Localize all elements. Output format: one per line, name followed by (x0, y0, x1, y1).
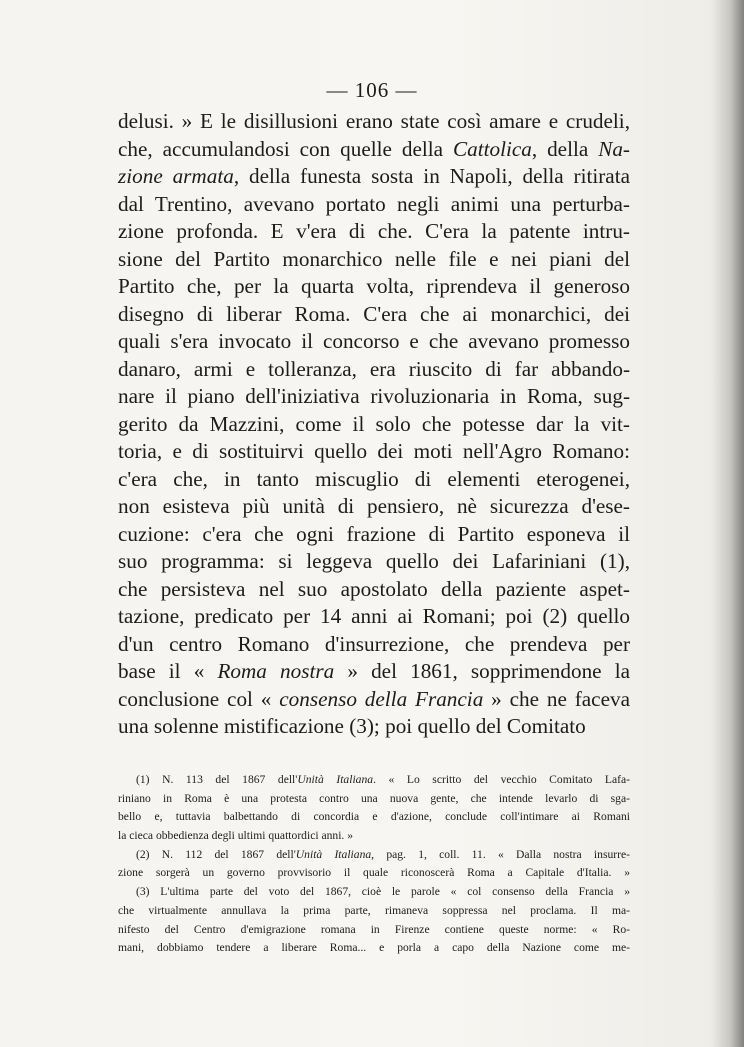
text-line: disegno di liberar Roma. C'era che ai monarchici, dei (118, 301, 630, 326)
text-line: zione armata, della funesta sosta in Napoli, della ritirata (118, 164, 630, 188)
page-number: — 106 — (326, 78, 418, 102)
text-line: sione del Partito monarchico nelle file e nei piani del (118, 246, 630, 271)
text-line: che, accumulandosi con quelle della Cattolica, della Na- (118, 136, 630, 161)
footnote-line: la cieca obbedienza degli ultimi quattordici anni. » (118, 829, 354, 843)
footnote-line: (2) N. 112 del 1867 dell'Unità Italiana, pag. 1, coll. 11. « Dalla nostra insurre- (136, 847, 630, 861)
italic-text: zione armata (118, 164, 234, 188)
text-line: quali s'era invocato il concorso e che avevano promesso (118, 329, 630, 353)
italic-text: Roma nostra (217, 659, 335, 683)
footnote-line: zione sorgerà un governo provvisorio il quale riconoscerà Roma a Capitale d'Italia. » (118, 866, 630, 880)
text-line: conclusione col « consenso della Francia » che ne faceva (118, 686, 630, 711)
text-line: dal Trentino, avevano portato negli animi una perturba- (118, 191, 630, 216)
body-text (118, 108, 630, 741)
text-line: delusi. » E le disillusioni erano state così amare e crudeli, (118, 109, 630, 133)
text-line: d'un centro Romano d'insurrezione, che prendeva per (118, 631, 630, 656)
italic-text: consenso della Francia (279, 686, 484, 711)
footnote-line: mani, dobbiamo tendere a liberare Roma... e porla a capo della Nazione come me- (118, 941, 630, 955)
footnote-line: che virtualmente annullava la prima parte, rimaneva soppressa nel proclama. Il ma- (118, 903, 630, 917)
text-line: base il « Roma nostra » del 1861, sopprimendone la (118, 659, 631, 683)
text-line: danaro, armi e tolleranza, era riuscito di far abbando- (118, 356, 630, 381)
text-line: che persisteva nel suo apostolato della paziente aspet- (118, 576, 630, 601)
page-edge-shadow (710, 0, 744, 1047)
text-line: Partito che, per la quarta volta, riprendeva il generoso (118, 274, 630, 298)
footnote-line: nifesto del Centro d'emigrazione romana in Firenze contiene queste norme: « Ro- (118, 922, 630, 936)
italic-text: Unità Italiana (295, 847, 372, 861)
footnote-line: bello e, tuttavia balbettando di concordia e d'azione, conclude coll'intimare ai Romani (118, 810, 630, 824)
text-line: suo programma: si leggeva quello dei Lafariniani (1), (118, 549, 630, 573)
text-line: zione profonda. E v'era di che. C'era la patente intru- (118, 219, 630, 243)
text-line: una solenne mistificazione (3); poi quello del Comitato (118, 714, 586, 738)
text-line: nare il piano dell'iniziativa rivoluzionaria in Roma, sug- (118, 384, 630, 408)
text-line: c'era che, in tanto miscuglio di elementi eterogenei, (118, 466, 630, 491)
footnote-line: (3) L'ultima parte del voto del 1867, cioè le parole « col consenso della Francia » (136, 885, 630, 899)
text-line: tazione, predicato per 14 anni ai Romani; poi (2) quello (118, 604, 630, 628)
italic-text: Na- (598, 136, 630, 161)
text-line: gerito da Mazzini, come il solo che potesse dar la vit- (118, 411, 630, 436)
footnote-line: riniano in Roma è una protesta contro una nuova gente, che intende levarlo di sga- (118, 791, 630, 805)
footnotes (118, 771, 630, 958)
text-line: non esisteva più unità di pensiero, nè sicurezza d'ese- (118, 494, 630, 518)
text-line: cuzione: c'era che ogni frazione di Partito esponeva il (118, 521, 630, 546)
footnote-line: (1) N. 113 del 1867 dell'Unità Italiana. « Lo scritto del vecchio Comitato Lafa- (136, 773, 630, 786)
text-line: toria, e di sostituirvi quello dei moti nell'Agro Romano: (118, 439, 630, 463)
italic-text: Unità Italiana (297, 773, 374, 786)
italic-text: Cattolica (452, 136, 532, 161)
